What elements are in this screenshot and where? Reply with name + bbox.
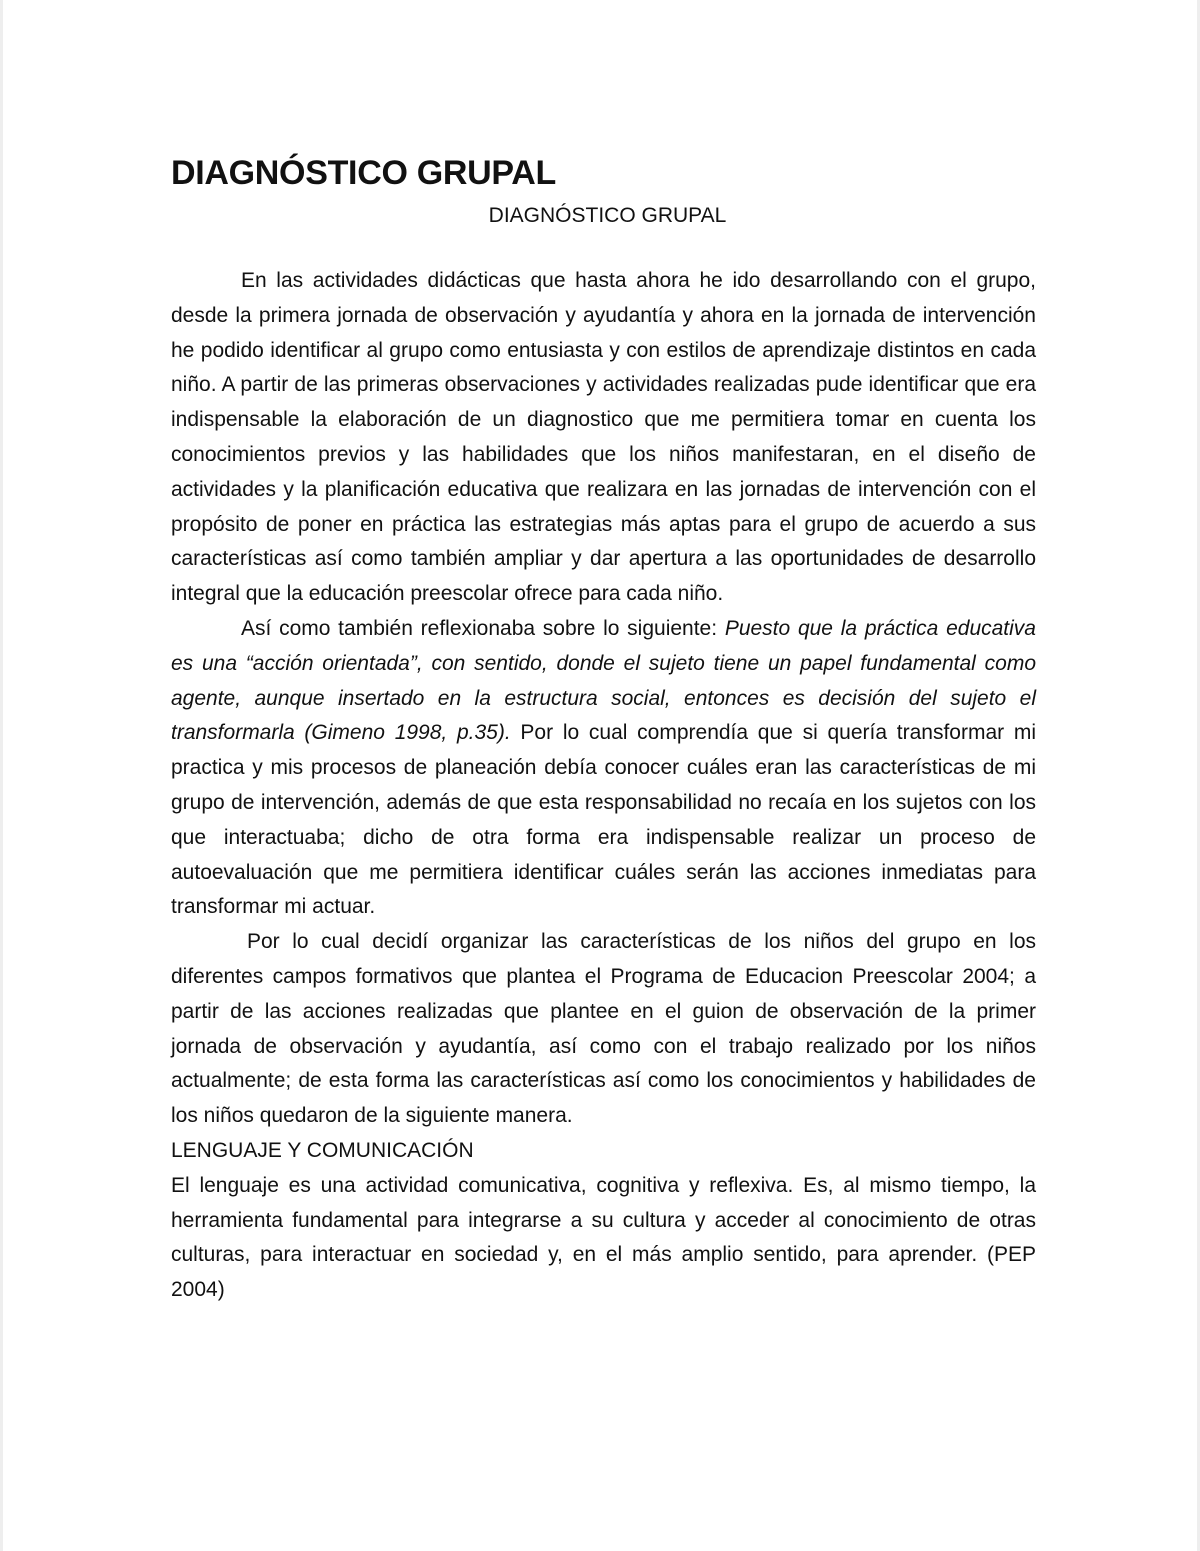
gimeno-quote: Puesto que la práctica educativa es una “acción orientada”, con sentido, donde el sujeto tiene un papel fundamental como agente, aunque insertado en la estructura social, entonces es decisión del sujeto el transformarla (Gimeno 1998, p.35). — [171, 616, 1036, 745]
document-body — [171, 150, 1036, 1308]
document-title: DIAGNÓSTICO GRUPAL — [171, 154, 556, 192]
paragraph-lenguaje: El lenguaje es una actividad comunicativa, cognitiva y reflexiva. Es, al mismo tiempo, la herramienta fundamental para integrarse a su cultura y acceder al conocimiento de otras culturas, para interactuar en sociedad y, en el más amplio sentido, para aprender. (PEP 2004) — [171, 1173, 1036, 1302]
document-subtitle: DIAGNÓSTICO GRUPAL — [488, 204, 727, 227]
section-heading-lenguaje: LENGUAJE Y COMUNICACIÓN — [171, 1138, 474, 1162]
reflection-intro-text: Así como también reflexionaba sobre lo siguiente: — [241, 616, 725, 640]
paragraph-intro: En las actividades didácticas que hasta ahora he ido desarrollando con el grupo, desde la primera jornada de observación y ayudantía y ahora en la jornada de intervención he podido identificar al grupo como entusiasta y con estilos de aprendizaje distintos en cada niño. A partir de las primeras observaciones y actividades realizadas pude identificar que era indispensable la elaboración de un diagnostico que me permitiera tomar en cuenta los conocimientos previos y las habilidades que los niños manifestaran, en el diseño de actividades y la planificación educativa que realizara en las jornadas de intervención con el propósito de poner en práctica las estrategias más aptas para el grupo de acuerdo a sus características así como también ampliar y dar apertura a las oportunidades de desarrollo integral que la educación preescolar ofrece para cada niño. — [171, 269, 1036, 606]
paragraph-reflection — [171, 612, 1036, 925]
reflection-rest-text: Por lo cual comprendía que si quería transformar mi practica y mis procesos de planeación debía conocer cuáles eran las características de mi grupo de intervención, además de que esta responsabilidad no recaía en los sujetos con los que interactuaba; dicho de otra forma era indispensable realizar un proceso de autoevaluación que me permitiera identificar cuáles serán las acciones inmediatas para transformar mi actuar. — [171, 721, 1037, 919]
paragraph-organization: Por lo cual decidí organizar las características de los niños del grupo en los diferentes campos formativos que plantea el Programa de Educacion Preescolar 2004; a partir de las acciones realizadas que plantee en el guion de observación de la primer jornada de observación y ayudantía, así como con el trabajo realizado por los niños actualmente; de esta forma las características así como los conocimientos y habilidades de los niños quedaron de la siguiente manera. — [171, 930, 1036, 1128]
